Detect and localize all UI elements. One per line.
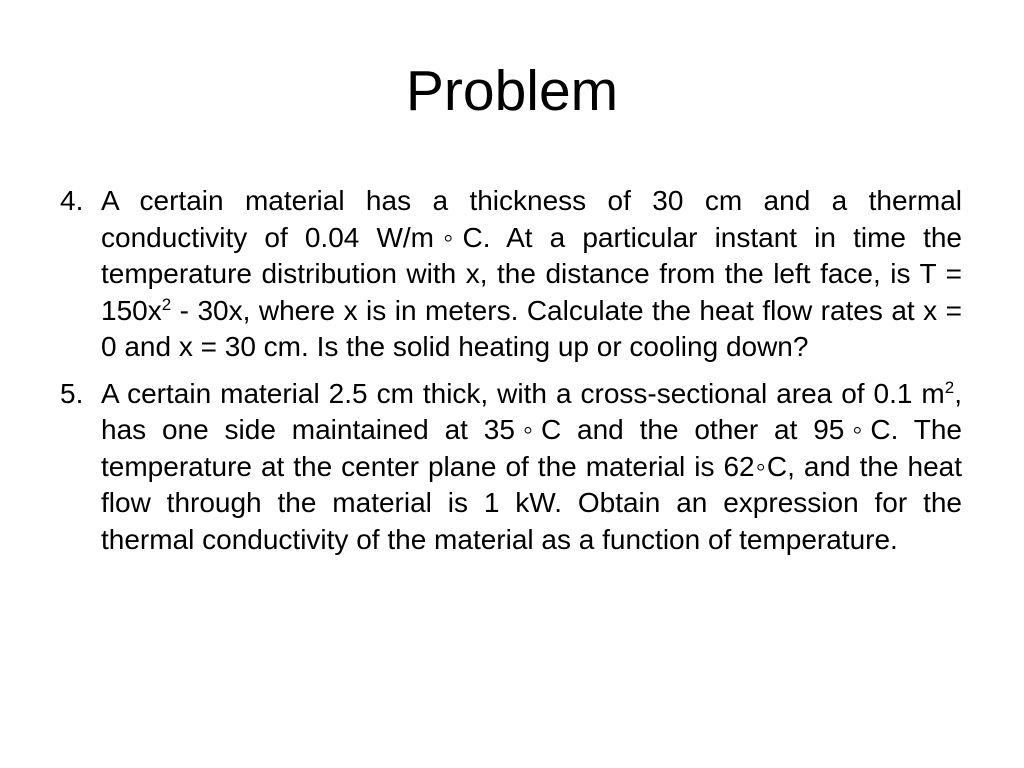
problem-text [101, 185, 962, 362]
problem-text-part: - 30x, where x is in meters. Calculate the heat flow rates at x = 0 and x = 30 cm. Is the solid heating up or cooling down? [101, 294, 962, 362]
superscript-exponent: 2 [944, 377, 955, 397]
problem-item-5 [60, 376, 962, 559]
problem-text-part: A certain material 2.5 cm thick, with a cross-sectional area of 0.1 m [101, 377, 945, 409]
problem-text-part: A certain material has a thickness of 30 cm and a thermal conductivity of 0.04 W/m◦C. At a particular instant in time the temperature distribution with x, the distance from the left face, is T = 150x [101, 185, 962, 326]
superscript-exponent: 2 [161, 294, 172, 314]
problem-text-part: , has one side maintained at 35◦C and the other at 95◦C. The temperature at the center plane of the material is 62◦C, and the heat flow through the material is 1 kW. Obtain an expression for the thermal conductivity of the material as a function of temperature. [101, 377, 962, 555]
problem-number: 5. [60, 377, 84, 409]
problem-item-4 [60, 183, 962, 366]
problem-number: 4. [60, 185, 84, 216]
problem-list [60, 183, 962, 568]
slide-title: Problem [405, 59, 619, 123]
problem-text [101, 378, 962, 555]
